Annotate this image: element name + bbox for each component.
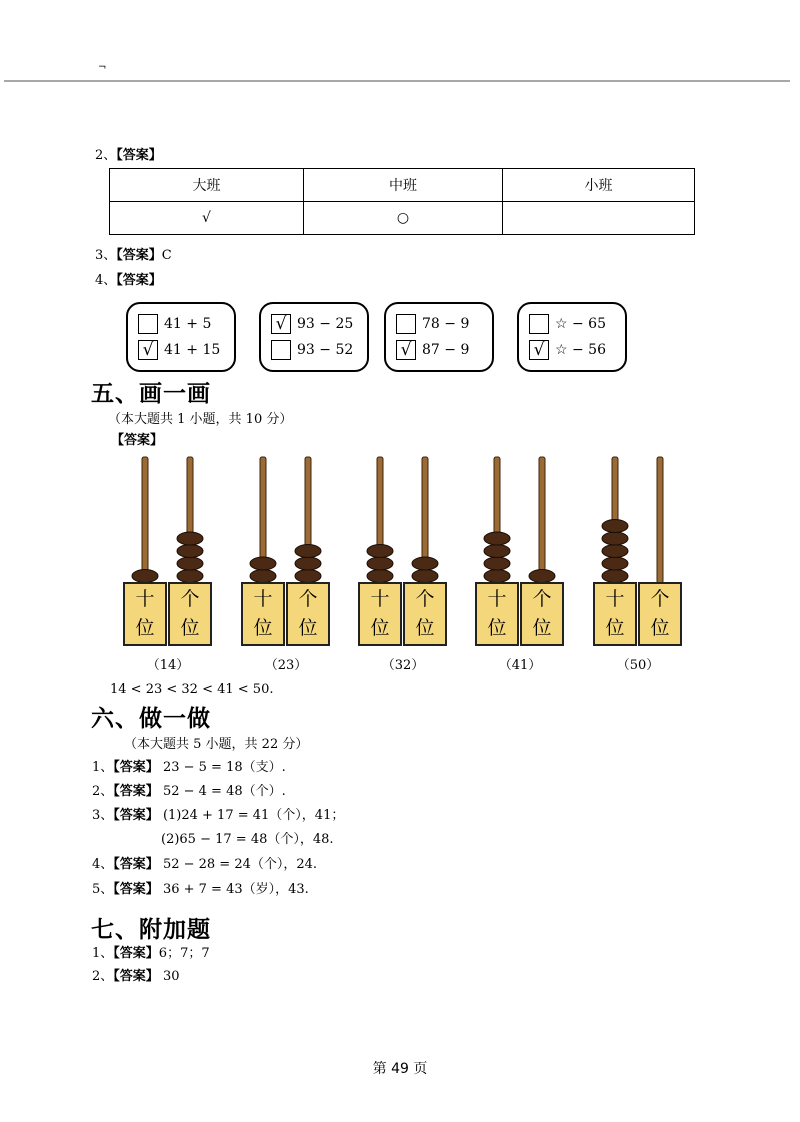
abacus-label: （14）	[146, 658, 190, 673]
abacus-label: （41）	[498, 658, 542, 673]
choice-option	[271, 339, 353, 361]
tens-bead	[132, 570, 158, 583]
ones-bead	[529, 570, 555, 583]
item-text: 23 − 5 = 18（支）.	[162, 760, 286, 775]
ones-place-char: 位	[298, 617, 318, 639]
section6-note: （本大题共 5 小题，共 22 分）	[124, 737, 309, 752]
ones-place-char: 个	[415, 588, 435, 610]
choice-option	[529, 339, 606, 361]
checkbox: √	[138, 340, 158, 360]
tens-bead	[602, 557, 628, 570]
choice-text: ☆ − 65	[555, 316, 606, 332]
tens-place-char: 位	[605, 617, 625, 639]
abacus	[353, 455, 453, 677]
checkbox	[396, 314, 416, 334]
ones-place-panel	[286, 582, 330, 646]
choice-option	[138, 339, 220, 361]
q2-number: 2、	[95, 148, 117, 163]
item-answer-tag: 【答案】	[113, 808, 159, 823]
abacus-drawing	[353, 455, 453, 585]
tens-bead	[484, 532, 510, 545]
tens-bead	[602, 545, 628, 558]
class-cell-small	[503, 202, 695, 235]
tens-place-panel	[123, 582, 167, 646]
choice-option	[396, 313, 469, 335]
abacus	[470, 455, 570, 677]
class-header-small: 小班	[503, 169, 695, 202]
q3-answer-tag: 【答案】	[116, 248, 162, 263]
tens-place-char: 位	[135, 617, 155, 639]
s7-item-1	[92, 946, 210, 962]
choice-text: ☆ − 56	[555, 342, 606, 358]
comparison-line: 14 < 23 < 32 < 41 < 50.	[110, 682, 274, 697]
tens-place-char: 位	[253, 617, 273, 639]
class-table	[109, 168, 695, 235]
ones-place-char: 个	[298, 588, 318, 610]
item-text: (2)65 − 17 = 48（个），48.	[161, 832, 334, 847]
ones-bead	[177, 545, 203, 558]
choice-text: 41 + 5	[164, 316, 212, 332]
abacus	[118, 455, 218, 677]
abacus-label: （50）	[616, 658, 660, 673]
ones-bead	[177, 570, 203, 583]
item-answer-tag: 【答案】	[113, 969, 159, 984]
tens-bead	[250, 570, 276, 583]
ones-rod	[657, 457, 663, 583]
tens-bead	[484, 545, 510, 558]
abacus	[236, 455, 336, 677]
item-answer-tag: 【答案】	[113, 882, 159, 897]
class-cell-big: √	[110, 202, 304, 235]
tens-bead	[250, 557, 276, 570]
tens-place-char: 位	[370, 617, 390, 639]
s6-item-1	[92, 760, 286, 776]
item-text: 6；7；7	[158, 946, 210, 961]
ones-place-char: 个	[180, 588, 200, 610]
section5-answer-tag: 【答案】	[111, 433, 164, 448]
item-number: 1、	[92, 946, 114, 961]
choice-group-3	[384, 302, 494, 372]
ones-place-panel	[638, 582, 682, 646]
tens-place-panel	[475, 582, 519, 646]
section7-title: 七、附加题	[91, 917, 211, 943]
abacus-drawing	[470, 455, 570, 585]
q4-heading	[95, 273, 162, 289]
tens-place-char: 十	[370, 588, 390, 610]
tens-rod	[142, 457, 148, 583]
item-answer-tag: 【答案】	[113, 784, 159, 799]
checkbox	[138, 314, 158, 334]
ones-place-char: 位	[180, 617, 200, 639]
q2-heading	[95, 148, 162, 164]
tens-bead	[367, 557, 393, 570]
page-number: 第 49 页	[372, 1061, 428, 1077]
s6-item-3-part-2	[161, 832, 334, 848]
ones-place-char: 位	[650, 617, 670, 639]
choice-option	[529, 313, 606, 335]
tens-bead	[484, 570, 510, 583]
item-text: 36 + 7 = 43（岁），43.	[162, 882, 309, 897]
ones-bead	[177, 557, 203, 570]
item-text: 30	[162, 969, 180, 984]
item-answer-tag: 【答案】	[113, 857, 159, 872]
ones-place-panel	[168, 582, 212, 646]
q3-number: 3、	[95, 248, 117, 263]
item-text: 52 − 28 = 24（个），24.	[162, 857, 318, 872]
checkbox	[271, 340, 291, 360]
abacus-drawing	[118, 455, 218, 585]
item-number: 2、	[92, 784, 114, 799]
section6-title: 六、做一做	[91, 706, 211, 732]
tens-place-panel	[241, 582, 285, 646]
item-number: 5、	[92, 882, 114, 897]
tens-place-panel	[593, 582, 637, 646]
choice-option	[138, 313, 211, 335]
tens-bead	[602, 520, 628, 533]
abacus-label: （32）	[381, 658, 425, 673]
choice-text: 41 + 15	[164, 342, 221, 358]
section5-title: 五、画一画	[91, 381, 211, 407]
section5-note: （本大题共 1 小题，共 10 分）	[108, 412, 293, 427]
abacus	[588, 455, 688, 677]
item-number: 3、	[92, 808, 114, 823]
choice-group-2	[259, 302, 369, 372]
q3-line	[95, 248, 172, 264]
item-answer-tag: 【答案】	[113, 946, 159, 961]
ones-place-panel	[403, 582, 447, 646]
item-number: 1、	[92, 760, 114, 775]
choice-text: 87 − 9	[422, 342, 470, 358]
ones-bead	[177, 532, 203, 545]
header-mark: ¬	[98, 62, 107, 73]
class-header-big: 大班	[110, 169, 304, 202]
item-answer-tag: 【答案】	[113, 760, 159, 775]
s6-item-2	[92, 784, 286, 800]
tens-bead	[602, 532, 628, 545]
choice-option	[396, 339, 469, 361]
item-text: 52 − 4 = 48（个）.	[162, 784, 286, 799]
q4-number: 4、	[95, 273, 117, 288]
class-header-middle: 中班	[304, 169, 503, 202]
ones-place-char: 位	[415, 617, 435, 639]
ones-bead	[295, 545, 321, 558]
choice-group-4	[517, 302, 627, 372]
choice-text: 93 − 52	[297, 342, 354, 358]
class-table-header-row	[110, 169, 695, 202]
header-rule	[4, 80, 790, 82]
checkbox: √	[271, 314, 291, 334]
ones-bead	[295, 570, 321, 583]
tens-place-char: 十	[605, 588, 625, 610]
tens-place-char: 位	[487, 617, 507, 639]
tens-place-char: 十	[135, 588, 155, 610]
q2-answer-tag: 【答案】	[116, 148, 162, 163]
checkbox	[529, 314, 549, 334]
ones-place-panel	[520, 582, 564, 646]
tens-place-char: 十	[487, 588, 507, 610]
choice-text: 78 − 9	[422, 316, 470, 332]
ones-bead	[412, 570, 438, 583]
class-cell-middle: ○	[304, 202, 503, 235]
checkbox: √	[396, 340, 416, 360]
item-number: 2、	[92, 969, 114, 984]
abacus-drawing	[588, 455, 688, 585]
class-table-answer-row	[110, 202, 695, 235]
q3-answer-value: C	[161, 248, 172, 263]
choice-option	[271, 313, 353, 335]
item-number: 4、	[92, 857, 114, 872]
tens-place-panel	[358, 582, 402, 646]
ones-place-char: 位	[532, 617, 552, 639]
checkbox: √	[529, 340, 549, 360]
tens-bead	[484, 557, 510, 570]
choice-text: 93 − 25	[297, 316, 354, 332]
ones-bead	[412, 557, 438, 570]
tens-place-char: 十	[253, 588, 273, 610]
tens-bead	[367, 545, 393, 558]
item-text: (1)24 + 17 = 41（个），41；	[162, 808, 345, 823]
abacus-drawing	[236, 455, 336, 585]
ones-place-char: 个	[532, 588, 552, 610]
ones-rod	[539, 457, 545, 583]
s6-item-3	[92, 808, 344, 824]
s7-item-2	[92, 969, 179, 985]
ones-place-char: 个	[650, 588, 670, 610]
tens-bead	[367, 570, 393, 583]
choice-group-1	[126, 302, 236, 372]
ones-bead	[295, 557, 321, 570]
tens-bead	[602, 570, 628, 583]
q4-answer-tag: 【答案】	[116, 273, 162, 288]
s6-item-5	[92, 882, 309, 898]
s6-item-4	[92, 857, 317, 873]
abacus-label: （23）	[264, 658, 308, 673]
